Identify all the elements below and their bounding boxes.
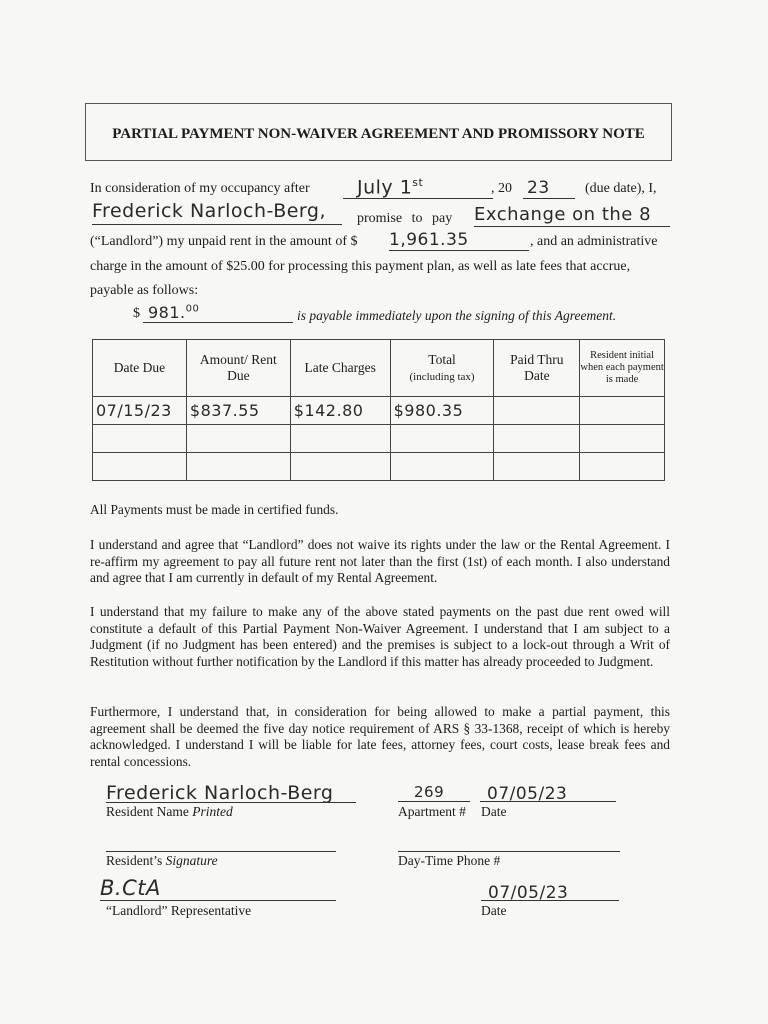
header-resident-initial: Resident initial when each payment is made [580,340,665,397]
landlord-label: (“Landlord”) my unpaid rent in the amount of $ [90,234,358,249]
header-paid-thru: Paid Thru Date [494,340,580,397]
empty-cell [186,453,290,481]
year-prefix: , 20 [491,181,512,196]
empty-cell [186,425,290,453]
cell-paid-thru [494,397,580,425]
immediate-amount-field [143,322,293,323]
certified-funds-text: All Payments must be made in certified funds. [90,502,339,517]
cell-amount: $837.55 [186,397,290,425]
intro-text-3: charge in the amount of $25.00 for processing this payment plan, as well as late fees that accrue, [90,259,631,274]
year-field [523,198,575,199]
header-date-due: Date Due [93,340,187,397]
empty-cell [390,453,494,481]
cell-initial [580,397,665,425]
empty-cell [93,425,187,453]
header-late-charges: Late Charges [290,340,390,397]
year-value: 23 [527,178,550,198]
intro-text-1: In consideration of my occupancy after [90,181,310,196]
phone-label: Day-Time Phone # [398,853,501,868]
empty-cell [494,453,580,481]
cell-date-due: 07/15/23 [93,397,187,425]
empty-cell [494,425,580,453]
intro-text-4: payable as follows: [90,283,199,298]
amount-field [389,250,529,251]
resident-name-line [106,802,356,803]
immediate-dollar: $ [133,306,140,321]
payment-schedule-table [92,339,665,481]
landlord-name-value: Exchange on the 8 [474,204,652,225]
due-date-label: (due date), I, [585,181,657,196]
immediate-text: is payable immediately upon the signing of this Agreement. [297,308,617,323]
table-header-row [93,340,665,397]
resident-name-label: Resident Name Printed [106,804,233,819]
cell-late-charges: $142.80 [290,397,390,425]
admin-text: , and an administrative [530,234,658,249]
tenant-name-value: Frederick Narloch-Berg, [92,200,326,222]
default-paragraph: I understand that my failure to make any of the above stated payments on the past due rent owed will constitute a default of this Partial Payment Non-Waiver Agreement. I understand that I am subject to a Judgment (if no Judgment has been entered) and the premises is subject to a lock-out through a Writ of Restitution without further notification by the Landlord if this matter has already proceeded to Judgment. [90,604,670,669]
title-box [85,103,672,161]
table-row [93,397,665,425]
resident-signature-label: Resident’s Signature [106,853,218,868]
apartment-label: Apartment # [398,804,466,819]
cell-total: $980.35 [390,397,494,425]
promise-text: promise to pay [357,211,453,226]
resident-date-line [480,801,616,802]
apartment-line [398,801,470,802]
empty-cell [290,453,390,481]
header-amount: Amount/ Rent Due [186,340,290,397]
date-label: Date [481,804,507,819]
tenant-name-field [92,224,342,225]
resident-name-value: Frederick Narloch-Berg [106,782,334,804]
empty-cell [290,425,390,453]
immediate-amount-value: 981.00 [148,303,200,322]
representative-signature-line [100,900,336,901]
table-row [93,453,665,481]
representative-signature: B.CtA [100,876,161,900]
representative-date-label: Date [481,903,507,918]
empty-cell [390,425,494,453]
empty-cell [580,425,665,453]
landlord-name-field [474,226,670,227]
understanding-paragraph: I understand and agree that “Landlord” does not waive its rights under the law or the Rental Agreement. I re-affirm my agreement to pay all future rent not later than the first (1st) of each month. I also understand and agree that I am currently in default of my Rental Agreement. [90,537,670,585]
empty-cell [93,453,187,481]
amount-value: 1,961.35 [389,230,469,250]
resident-date-value: 07/05/23 [487,784,568,804]
occupancy-date-value: July 1st [357,176,424,199]
header-total: Total (including tax) [390,340,494,397]
representative-date-value: 07/05/23 [488,883,569,903]
resident-signature-line [106,851,336,852]
phone-line [398,851,620,852]
representative-date-line [481,900,619,901]
representative-label: “Landlord” Representative [106,903,252,918]
document-title: PARTIAL PAYMENT NON-WAIVER AGREEMENT AND PROMISSORY NOTE [112,126,645,142]
empty-cell [580,453,665,481]
table-row [93,425,665,453]
furthermore-paragraph: Furthermore, I understand that, in consideration for being allowed to make a partial payment, this agreement shall be deemed the five day notice requirement of ARS § 33-1368, receipt of which is hereby acknowledged. I understand I will be liable for late fees, attorney fees, court costs, lease break fees and rental concessions. [90,704,670,769]
apartment-value: 269 [414,783,445,801]
